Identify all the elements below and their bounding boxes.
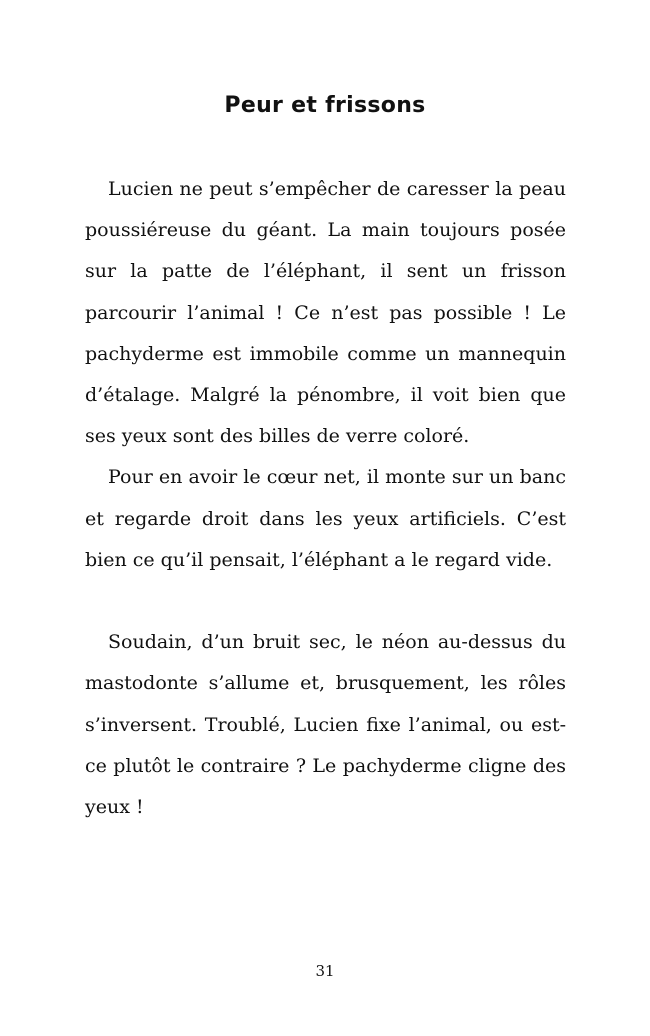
page-number: 31	[315, 962, 335, 980]
paragraph-3: Soudain, d’un bruit sec, le néon au-dessus du mastodonte s’allume et, brusquement, les rôles s’inversent. Troublé, Lucien fixe l’animal, ou est-ce plutôt le contraire ? Le pachyderme cligne des yeux !	[85, 631, 566, 819]
chapter-title: Peur et frissons	[224, 93, 426, 118]
paragraph-1: Lucien ne peut s’empêcher de caresser la peau poussiéreuse du géant. La main toujours posée sur la patte de l’éléphant, il sent un frisson parcourir l’animal ! Ce n’est pas possible ! Le pachyderme est immobile comme un mannequin d’étalage. Malgré la pénombre, il voit bien que ses yeux sont des billes de verre coloré.	[85, 178, 566, 448]
chapter-body	[85, 169, 566, 828]
paragraph-2: Pour en avoir le cœur net, il monte sur un banc et regarde droit dans les yeux artificiels. C’est bien ce qu’il pensait, l’éléphant a le regard vide.	[85, 466, 566, 571]
